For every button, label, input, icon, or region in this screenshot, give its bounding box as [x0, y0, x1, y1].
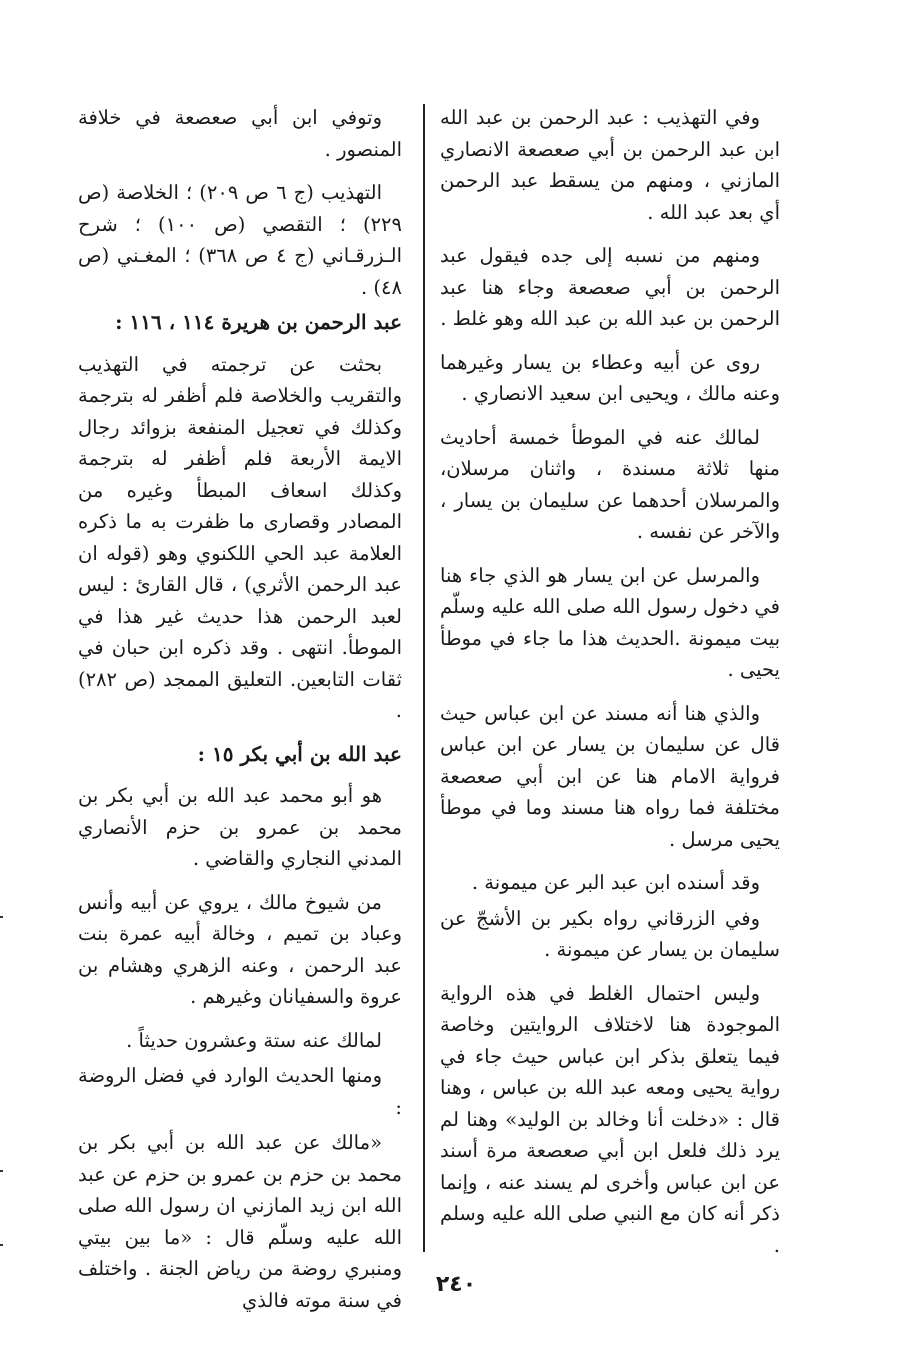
scan-edge-mark	[0, 916, 3, 918]
paragraph: وقد أسنده ابن عبد البر عن ميمونة .	[471, 871, 760, 894]
column-divider	[423, 104, 425, 1252]
paragraph: من شيوخ مالك ، يروي عن أبيه وأنس وعباد بن تميم ، وخالة أبيه عمرة بنت عبد الرحمن ، وعنه الزهري وهشام بن عروة والسفيانان وغيرهم .	[78, 890, 402, 1008]
paragraph: لمالك عنه ستة وعشرون حديثاً .	[126, 1028, 382, 1052]
references-paragraph: التهذيب (ج ٦ ص ٢٠٩) ؛ الخلاصة (ص ٢٢٩) ؛ التقصي (ص ١٠٠) ؛ شرح الـزرقـاني (ج ٤ ص ٣٦٨) ؛ المغـني (ص ٤٨) .	[78, 181, 402, 299]
paragraph: وفي الزرقاني رواه بكير بن الأشجّ عن سليمان بن يسار عن ميمونة .	[440, 906, 780, 961]
paragraph: روى عن أبيه وعطاء بن يسار وغيرهما وعنه مالك ، ويحيى ابن سعيد الانصاري .	[440, 350, 780, 405]
paragraph: «مالك عن عبد الله بن أبي بكر بن محمد بن حزم بن عمرو بن حزم عن عبد الله ابن زيد المازني ان رسول الله صلى الله عليه وسلّم قال : «ما بين بيتي ومنبري روضة من رياض الجنة . واختلف في سنة موته فالذي	[78, 1131, 402, 1312]
paragraph: ومنهم من نسبه إلى جده فيقول عبد الرحمن بن أبي صعصعة وجاء هنا عبد الرحمن بن عبد الله بن عبد الله وهو غلط .	[440, 244, 780, 330]
paragraph: ومنها الحديث الوارد في فضل الروضة :	[78, 1064, 402, 1119]
page-number: ٢٤٠	[435, 1272, 477, 1297]
scan-edge-mark	[0, 1244, 3, 1246]
section-heading: عبد الرحمن بن هريرة ١١٤ ، ١١٦ :	[115, 310, 402, 334]
paragraph: وفي التهذيب : عبد الرحمن بن عبد الله ابن عبد الرحمن بن أبي صعصعة الانصاري المازني ، ومنهم من يسقط عبد الرحمن أي بعد عبد الله .	[440, 106, 780, 224]
section-heading: عبد الله بن أبي بكر ١٥ :	[197, 741, 402, 766]
paragraph: والذي هنا أنه مسند عن ابن عباس حيث قال عن سليمان بن يسار عن ابن عباس فرواية الامام هنا عن ابن أبي صعصعة مختلفة فما رواه هنا مسند وما في موطأ يحيى مرسل .	[440, 701, 780, 851]
paragraph: والمرسل عن ابن يسار هو الذي جاء هنا في دخول رسول الله صلى الله عليه وسلّم بيت ميمونة .الحديث هذا ما جاء في موطأ يحيى .	[440, 563, 780, 681]
paragraph: بحثت عن ترجمته في التهذيب والتقريب والخلاصة فلم أظفر له بترجمة وكذلك في تعجيل المنفعة بزوائد رجال الايمة الأربعة فلم أظفر له بترجمة وكذلك اسعاف المبطأ وغيره من المصادر وقصارى ما ظفرت به ما ذكره العلامة عبد الحي اللكنوي وهو (قوله ان عبد الرحمن الأثري) ، قال القارئ : ليس لعبد الرحمن هذا حديث غير هذا في الموطأ. انتهى . وقد ذكره ابن حبان في ثقات التابعين. التعليق الممجد (ص ٢٨٢) .	[78, 352, 402, 722]
right-column	[440, 102, 780, 1273]
scan-edge-mark	[0, 1170, 3, 1172]
paragraph: وتوفي ابن أبي صعصعة في خلافة المنصور .	[78, 106, 402, 161]
left-column	[78, 102, 402, 1328]
paragraph: لمالك عنه في الموطأ خمسة أحاديث منها ثلاثة مسندة ، واثنان مرسلان، والمرسلان أحدهما عن سليمان بن يسار ، والآخر عن نفسه .	[440, 425, 780, 543]
paragraph: وليس احتمال الغلط في هذه الرواية الموجودة هنا لاختلاف الروايتين وخاصة فيما يتعلق بذكر ابن عباس حيث جاء في رواية يحيى ومعه عبد الله بن عباس ، وهنا قال : «دخلت أنا وخالد بن الوليد» وهنا لم يرد ذلك فلعل ابن أبي صعصعة مرة أسند عن ابن عباس وأخرى لم يسند عنه ، وإنما ذكر أنه كان مع النبي صلى الله عليه وسلم .	[440, 981, 780, 1257]
paragraph: هو أبو محمد عبد الله بن أبي بكر بن محمد بن عمرو بن حزم الأنصاري المدني النجاري والقاضي .	[78, 784, 402, 870]
